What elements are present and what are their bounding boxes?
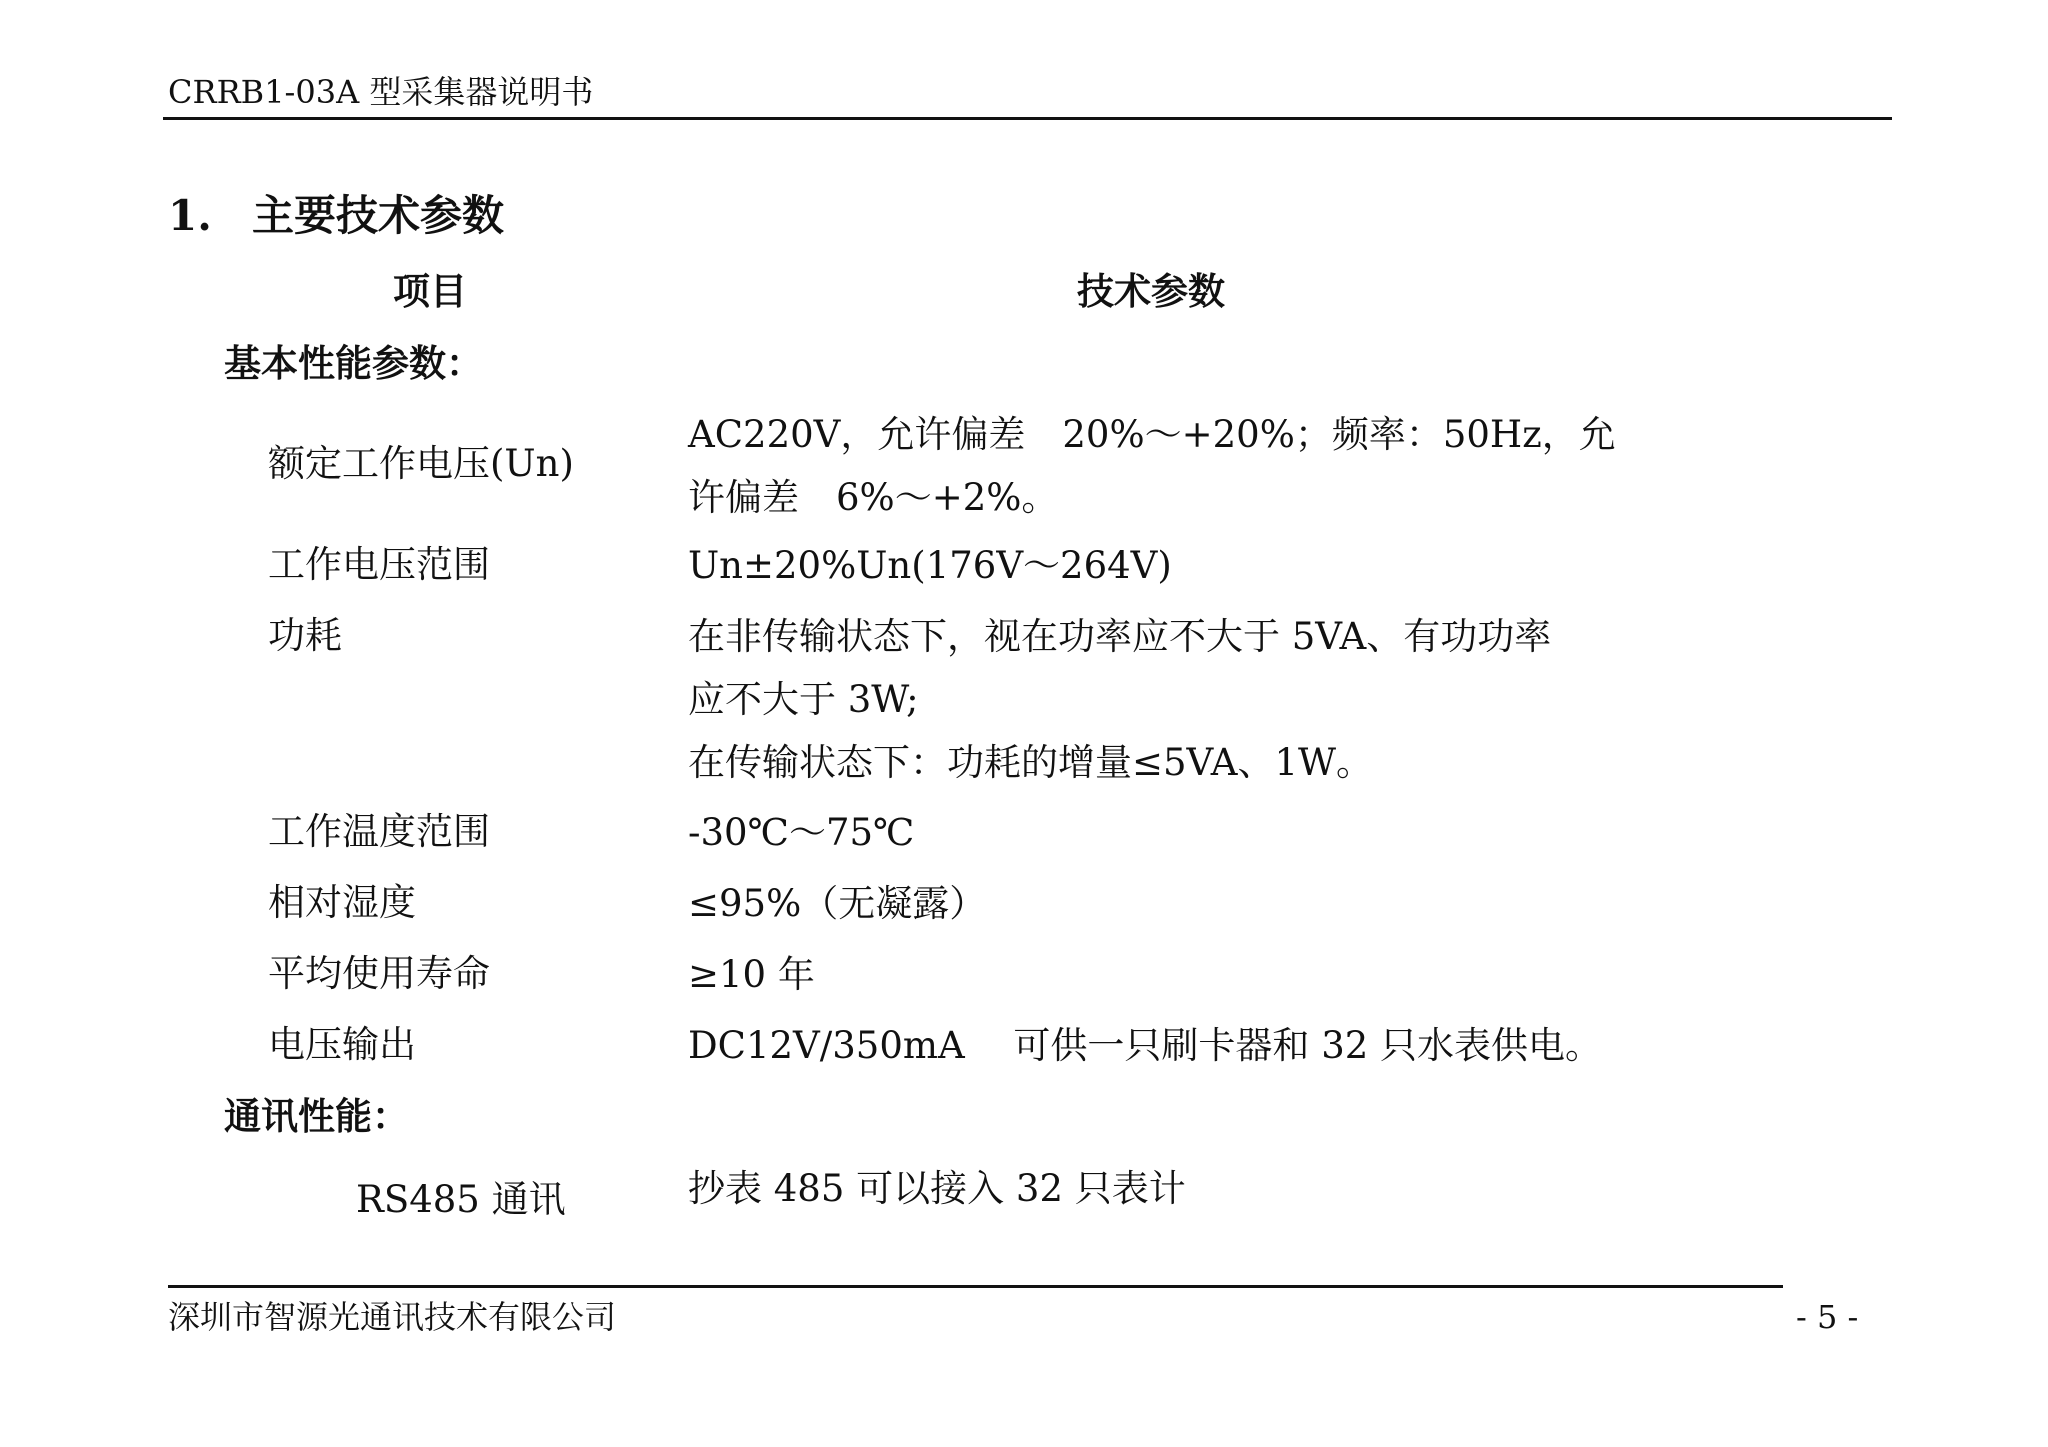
column-header-item: 项目: [393, 269, 467, 313]
column-header-spec: 技术参数: [1077, 269, 1225, 313]
row-label-rs485: RS485 通讯: [356, 1178, 566, 1221]
value-line: ≥10 年: [688, 953, 815, 996]
header-divider: [163, 117, 1892, 120]
value-line: 应不大于 3W;: [688, 678, 919, 721]
company-name: 深圳市智源光通讯技术有限公司: [168, 1298, 617, 1336]
section-number: 1.: [168, 191, 212, 240]
value-line: -30℃～75℃: [688, 811, 915, 854]
row-label-power-consumption: 功耗: [268, 614, 342, 657]
section-heading: [168, 190, 504, 242]
row-value-rated-voltage: [688, 403, 1616, 529]
row-label-relative-humidity: 相对湿度: [268, 881, 416, 924]
row-value-voltage-output: [688, 1014, 1602, 1077]
value-line: AC220V，允许偏差 20%～+20%；频率：50Hz，允: [688, 413, 1616, 456]
group-heading-basic: 基本性能参数：: [224, 341, 483, 385]
value-line: 在传输状态下：功耗的增量≤5VA、1W。: [688, 741, 1374, 784]
row-label-operating-temperature: 工作温度范围: [268, 810, 490, 853]
row-value-power-consumption: [688, 605, 1551, 794]
row-label-service-life: 平均使用寿命: [268, 952, 490, 995]
value-line: Un±20%Un(176V～264V): [688, 544, 1172, 587]
row-value-service-life: [688, 943, 815, 1006]
row-value-voltage-range: [688, 534, 1172, 597]
group-heading-communication: 通讯性能：: [224, 1094, 409, 1138]
value-line: DC12V/350mA 可供一只刷卡器和 32 只水表供电。: [688, 1024, 1603, 1067]
value-line: 在非传输状态下，视在功率应不大于 5VA、有功功率: [688, 615, 1552, 658]
row-label-rated-voltage: 额定工作电压(Un): [268, 442, 574, 485]
value-line: 抄表 485 可以接入 32 只表计: [688, 1167, 1186, 1210]
value-line: 许偏差 6%～+2%。: [688, 476, 1059, 519]
section-title: 主要技术参数: [252, 191, 505, 240]
row-label-voltage-range: 工作电压范围: [268, 543, 490, 586]
document-title: CRRB1-03A 型采集器说明书: [168, 73, 594, 111]
page-number: - 5 -: [1796, 1298, 1859, 1336]
value-line: ≤95%（无凝露）: [688, 882, 987, 925]
row-value-operating-temperature: [688, 801, 914, 864]
footer-divider: [168, 1285, 1783, 1288]
row-value-rs485: [688, 1157, 1186, 1220]
row-value-relative-humidity: [688, 872, 986, 935]
row-label-voltage-output: 电压输出: [268, 1023, 416, 1066]
